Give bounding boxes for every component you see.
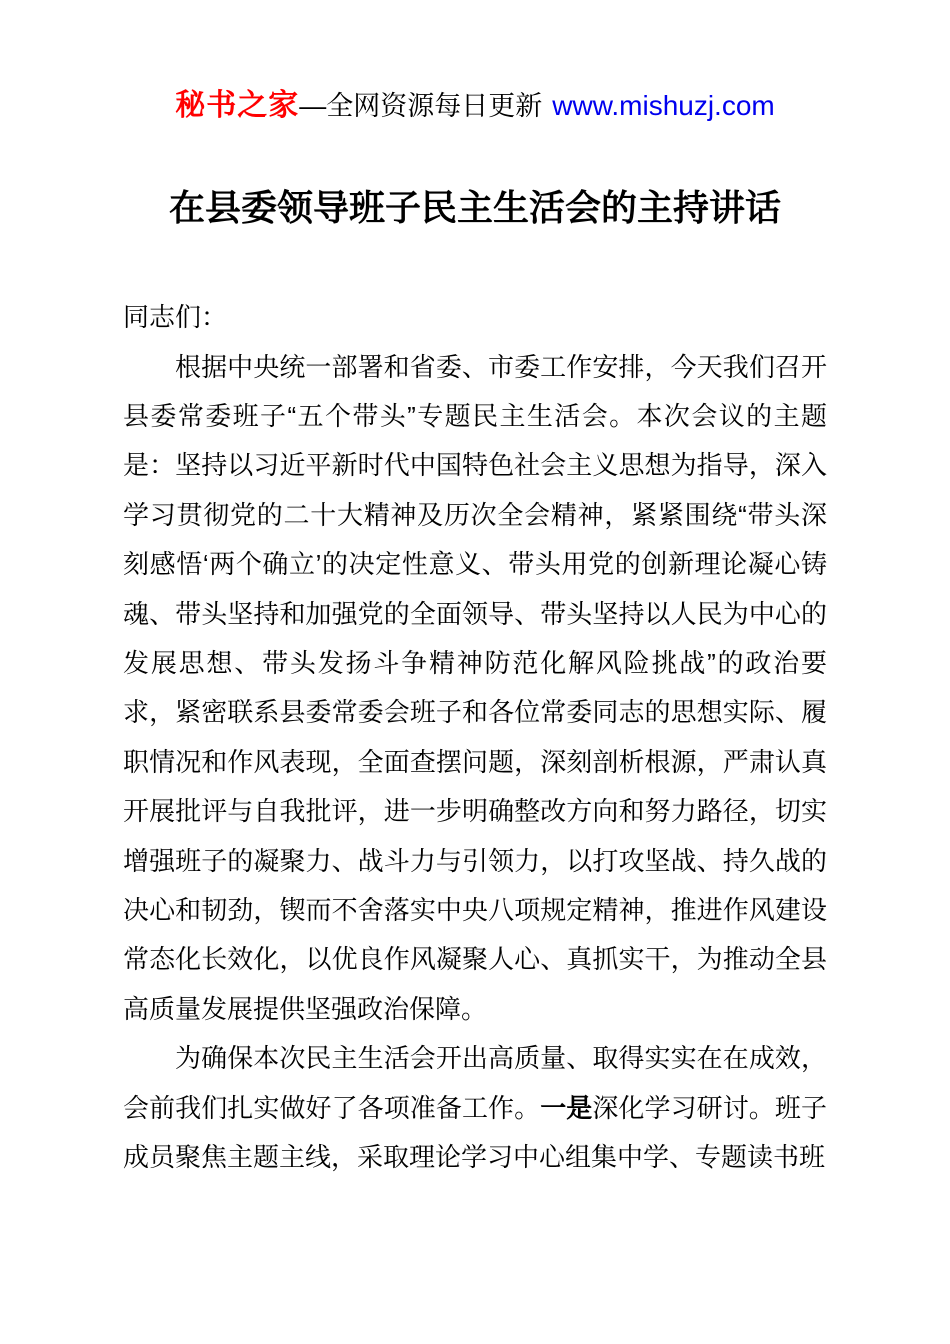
site-tagline: —全网资源每日更新	[299, 91, 543, 121]
paragraph-preparation-rest: 深化学习研讨。班子成员聚焦主题主线，采取理论学习中心组集中学、专题读书班	[123, 1092, 827, 1173]
salutation: 同志们：	[123, 302, 228, 333]
document-body	[123, 293, 827, 1182]
site-url-link[interactable]: www.mishuzj.com	[552, 90, 775, 121]
paragraph-preparation-point-one: 一是	[540, 1092, 593, 1123]
document-title: 在县委领导班子民主生活会的主持讲话	[168, 187, 781, 228]
paragraph-preparation-lead: 为确保本次民主生活会开出高质量、取得实实在在成效，会前我们扎实做好了各项准备工作。	[123, 1043, 827, 1123]
paragraph-meeting-theme: 根据中央统一部署和省委、市委工作安排，今天我们召开县委常委班子“五个带头”专题民主生活会。本次会议的主题是：坚持以习近平新时代中国特色社会主义思想为指导，深入学习贯彻党的二十大精神及历次全会精神，紧紧围绕“带头深刻感悟‘两个确立’的决定性意义、带头用党的创新理论凝心铸魂、带头坚持和加强党的全面领导、带头坚持以人民为中心的发展思想、带头发扬斗争精神防范化解风险挑战”的政治要求，紧密联系县委常委会班子和各位常委同志的思想实际、履职情况和作风表现，全面查摆问题，深刻剖析根源，严肃认真开展批评与自我批评，进一步明确整改方向和努力路径，切实增强班子的凝聚力、战斗力与引领力，以打攻坚战、持久战的决心和韧劲，锲而不舍落实中央八项规定精神，推进作风建设常态化长效化，以优良作风凝聚人心、真抓实干，为推动全县高质量发展提供坚强政治保障。	[123, 351, 827, 1024]
site-header	[0, 0, 950, 124]
site-name: 秘书之家	[175, 89, 300, 122]
paragraph-preparation	[123, 1034, 827, 1182]
